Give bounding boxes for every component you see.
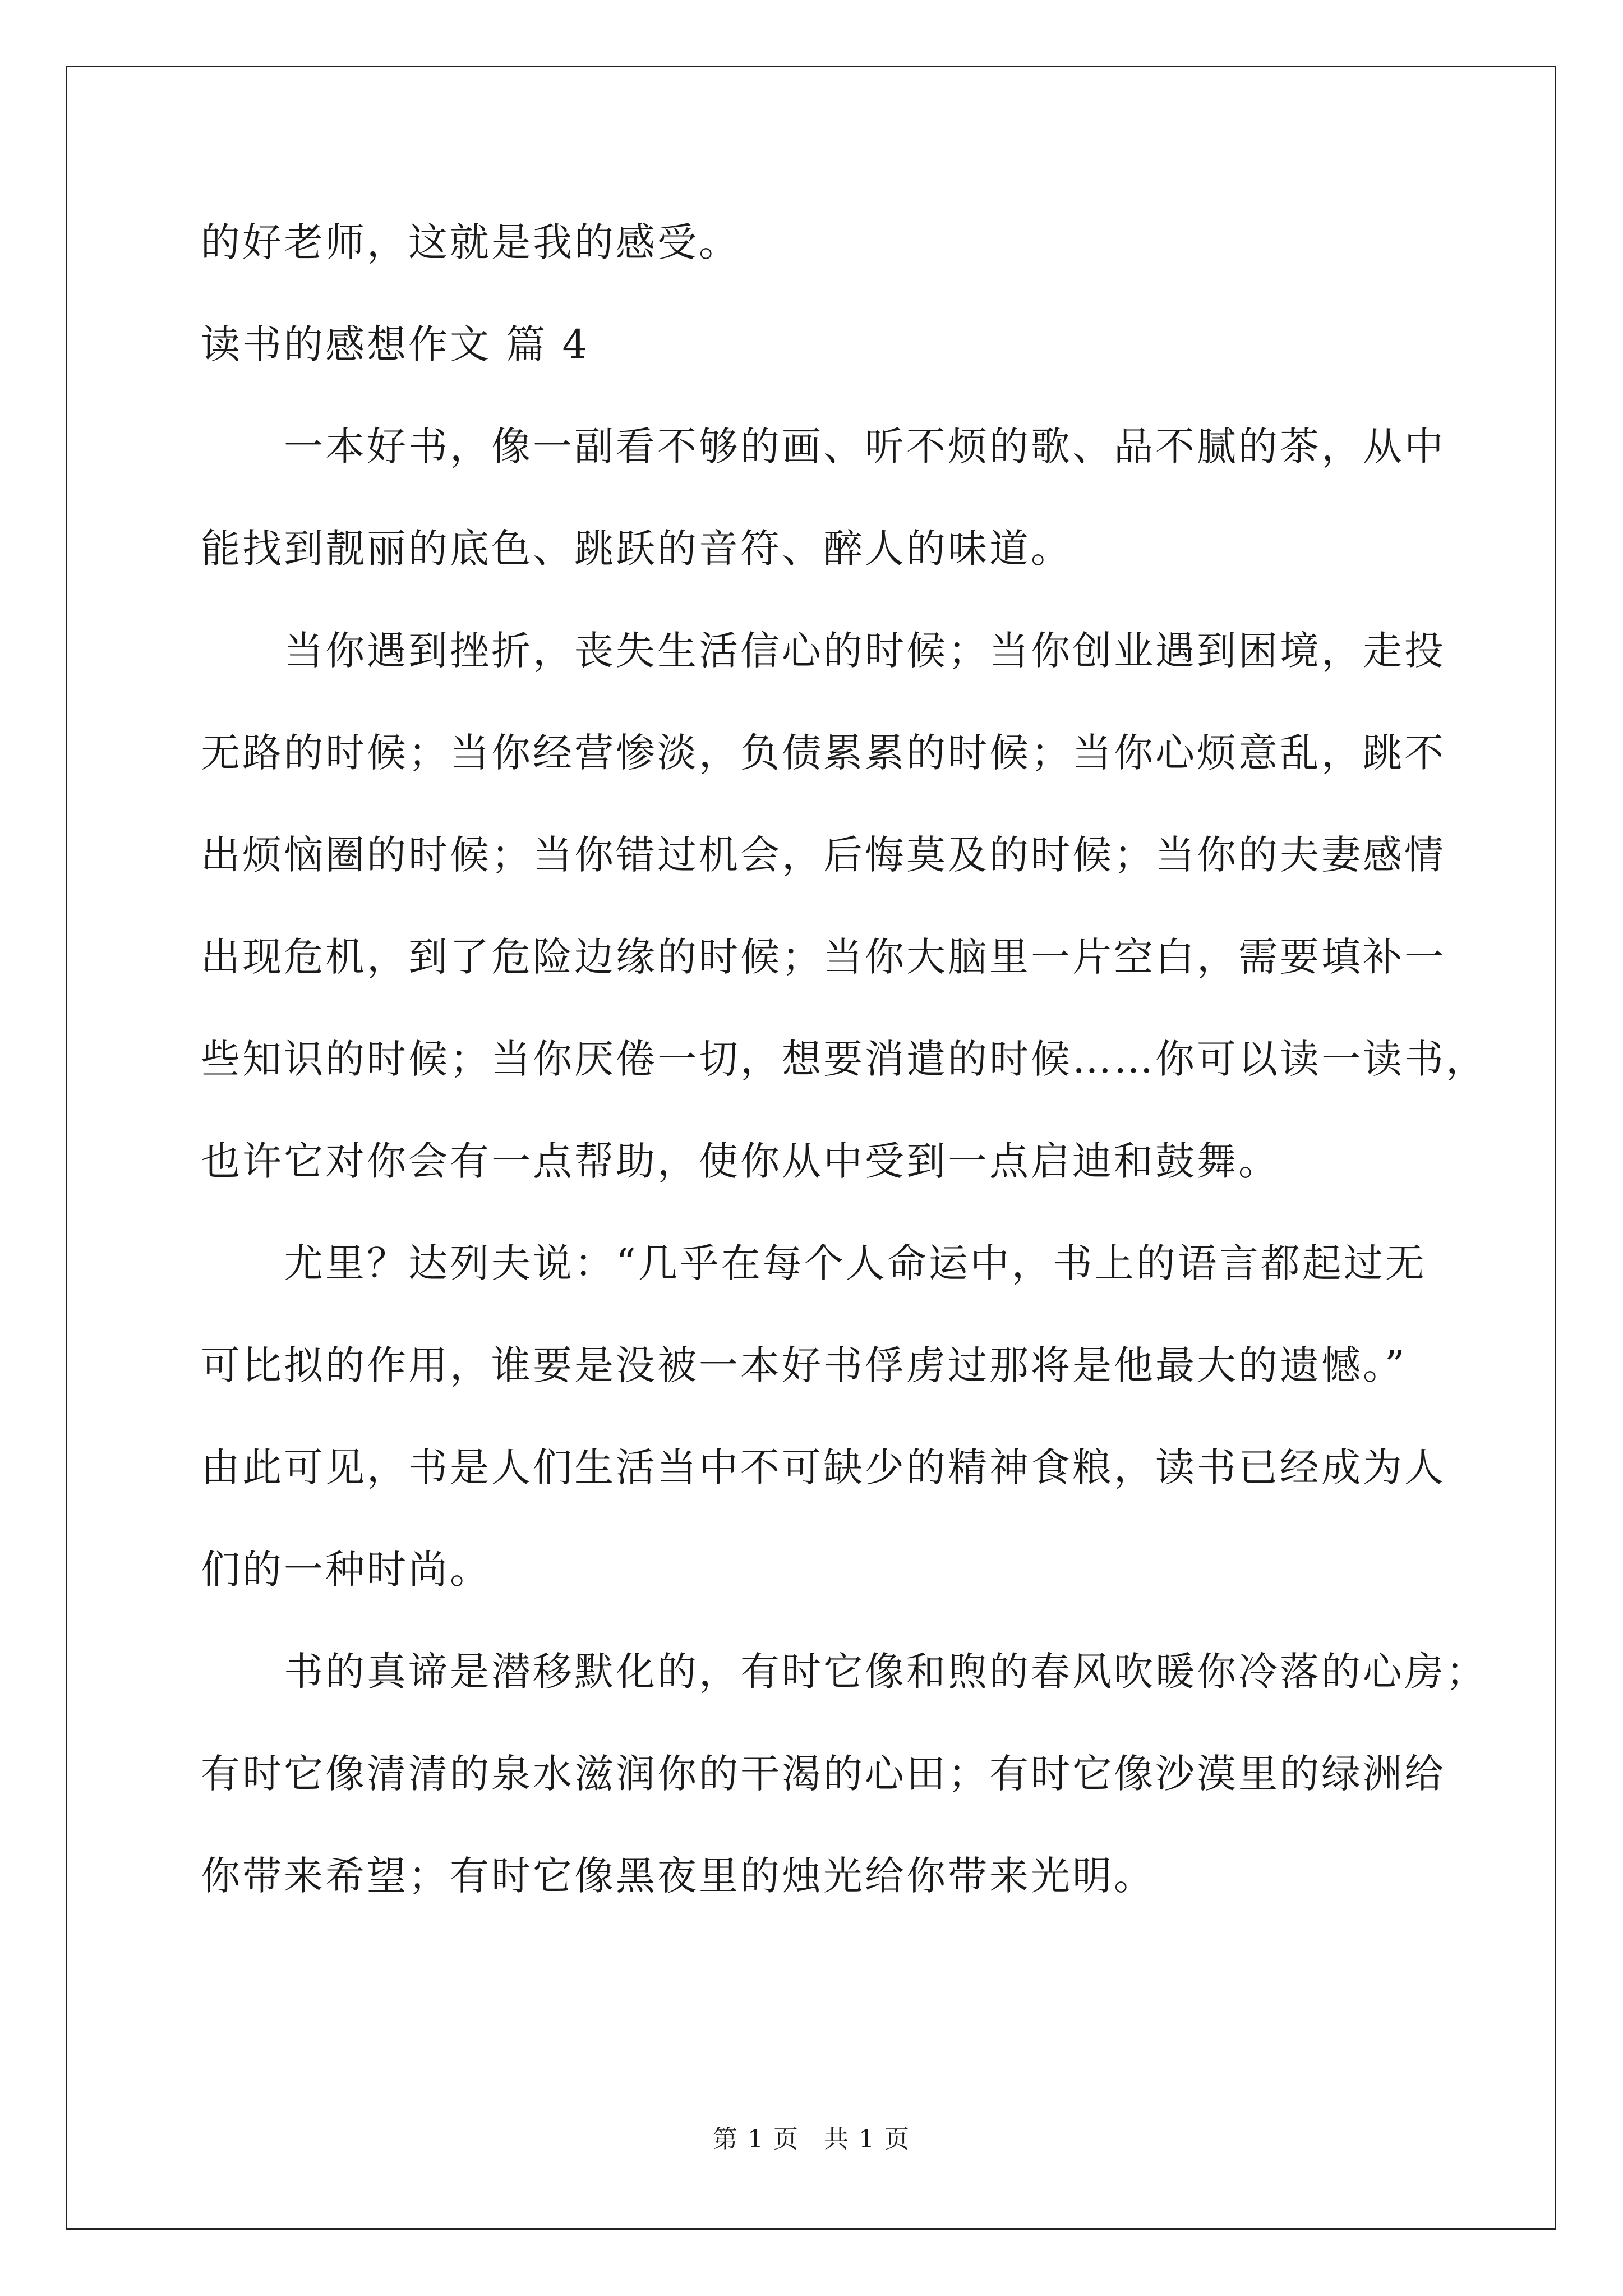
paragraph-line: 书的真谛是潜移默化的，有时它像和煦的春风吹暖你冷落的心房；	[284, 1649, 1487, 1695]
paragraph-line: 能找到靓丽的底色、跳跃的音符、醉人的味道。	[201, 526, 1072, 572]
paragraph-line: 们的一种时尚。	[201, 1547, 491, 1593]
paragraph-line: 也许它对你会有一点帮助，使你从中受到一点启迪和鼓舞。	[201, 1138, 1280, 1184]
paragraph-line: 一本好书，像一副看不够的画、听不烦的歌、品不腻的茶，从中	[284, 424, 1446, 470]
paragraph-line: 出现危机，到了危险边缘的时候；当你大脑里一片空白，需要填补一	[201, 934, 1446, 980]
paragraph-line: 可比拟的作用，谁要是没被一本好书俘虏过那将是他最大的遗憾。”	[201, 1342, 1407, 1388]
page-footer	[0, 2123, 1623, 2156]
paragraph-line: 有时它像清清的泉水滋润你的干渴的心田；有时它像沙漠里的绿洲给	[201, 1751, 1446, 1797]
document-body	[201, 214, 1487, 1950]
paragraph-line: 出烦恼圈的时候；当你错过机会，后悔莫及的时候；当你的夫妻感情	[201, 832, 1446, 878]
paragraph-line: 当你遇到挫折，丧失生活信心的时候；当你创业遇到困境，走投	[284, 628, 1446, 674]
paragraph-line: 尤里？达列夫说：“几乎在每个人命运中，书上的语言都起过无	[284, 1240, 1427, 1286]
paragraph-line: 些知识的时候；当你厌倦一切，想要消遣的时候……你可以读一读书，	[201, 1036, 1487, 1082]
paragraph-line: 你带来希望；有时它像黑夜里的烛光给你带来光明。	[201, 1853, 1155, 1899]
paragraph-line: 由此可见，书是人们生活当中不可缺少的精神食粮，读书已经成为人	[201, 1444, 1446, 1490]
page-total: 共 1 页	[824, 2125, 910, 2154]
text-line: 的好老师，这就是我的感受。	[201, 219, 740, 265]
page-number: 第 1 页	[713, 2125, 799, 2154]
section-heading: 读书的感想作文 篇 4	[201, 321, 590, 367]
paragraph-line: 无路的时候；当你经营惨淡，负债累累的时候；当你心烦意乱，跳不	[201, 730, 1446, 776]
